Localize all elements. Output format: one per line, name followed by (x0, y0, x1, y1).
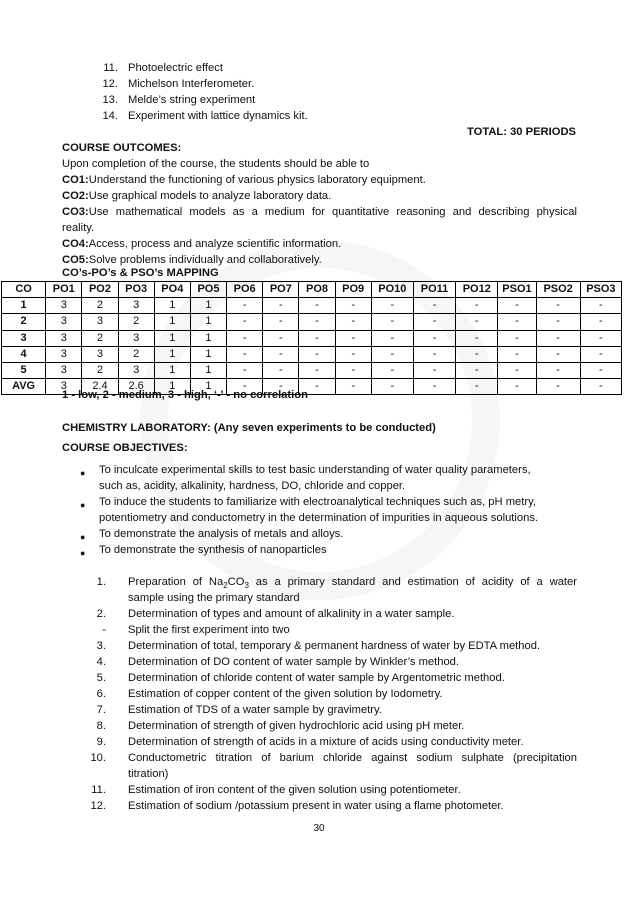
table-header-cell: PO1 (46, 282, 82, 298)
experiment-number: 11. (91, 784, 106, 796)
outcome-text: Use graphical models to analyze laboratory data. (88, 190, 332, 202)
experiment-number: 8. (96, 720, 106, 732)
outcome-co4 (62, 238, 341, 250)
table-cell: - (536, 330, 580, 346)
table-cell: - (335, 346, 371, 362)
table-cell: 1 (190, 379, 226, 395)
table-cell: - (227, 330, 263, 346)
table-cell: 1 (190, 346, 226, 362)
table-cell: - (335, 298, 371, 314)
experiment-number: 10. (90, 752, 106, 764)
course-outcomes-intro: Upon completion of the course, the students should be able to (62, 158, 370, 170)
experiment-text: Estimation of sodium /potassium present in water using a flame photometer. (128, 800, 504, 812)
table-cell: 3 (118, 362, 154, 378)
table-cell: 2 (82, 362, 118, 378)
outcome-co2 (62, 190, 331, 202)
bullet-icon: ● (80, 468, 86, 478)
table-cell: - (413, 298, 455, 314)
table-cell: 3 (82, 314, 118, 330)
table-header-cell: PO2 (82, 282, 118, 298)
table-cell: - (263, 330, 299, 346)
table-cell: - (580, 314, 621, 330)
table-header-row (2, 282, 622, 298)
objective-line: such as, acidity, alkalinity, hardness, DO, chloride and copper. (99, 480, 406, 492)
table-cell: 2 (118, 314, 154, 330)
table-cell: - (498, 379, 536, 395)
outcome-text: Use mathematical models as a medium for quantitative reasoning and describing physical (88, 206, 577, 218)
table-cell: 3 (46, 362, 82, 378)
table-cell: - (498, 330, 536, 346)
table-cell: - (263, 298, 299, 314)
experiment-number: 6. (96, 688, 106, 700)
table-row (2, 298, 622, 314)
table-cell: - (580, 346, 621, 362)
table-cell: - (299, 330, 335, 346)
table-row (2, 330, 622, 346)
experiment-text: Split the first experiment into two (128, 624, 290, 636)
outcome-code: CO5: (62, 254, 89, 266)
table-cell: - (263, 362, 299, 378)
table-cell: - (413, 379, 455, 395)
table-cell: 1 (154, 379, 190, 395)
mapping-legend: 1 - low, 2 - medium, 3 - high, ‘-' - no correlation (62, 389, 308, 401)
experiment-text-part: as a primary standard and estimation of acidity of a water (248, 576, 577, 588)
outcome-co1 (62, 174, 426, 186)
list-number: 12. (102, 78, 118, 90)
experiment-text: Determination of total, temporary & permanent hardness of water by EDTA method. (128, 640, 541, 652)
list-item: Photoelectric effect (128, 62, 223, 74)
table-cell: - (413, 346, 455, 362)
row-label-cell: 5 (2, 362, 46, 378)
table-cell: 1 (154, 346, 190, 362)
table-cell: - (580, 298, 621, 314)
table-cell: - (299, 346, 335, 362)
outcome-co3 (62, 206, 577, 218)
experiment-number: 3. (96, 640, 106, 652)
table-cell: 3 (118, 298, 154, 314)
table-row (2, 346, 622, 362)
table-cell: - (456, 330, 498, 346)
table-cell: 1 (154, 298, 190, 314)
experiment-text: Estimation of iron content of the given solution using potentiometer. (128, 784, 461, 796)
table-cell: 2.6 (118, 379, 154, 395)
table-header-cell: PO3 (118, 282, 154, 298)
experiment-text: Conductometric titration of barium chloride against sodium sulphate (precipitation (128, 752, 577, 764)
objective-line: To demonstrate the synthesis of nanoparticles (99, 544, 327, 556)
table-cell: - (456, 298, 498, 314)
table-header-cell: PSO2 (536, 282, 580, 298)
bullet-icon: ● (80, 532, 86, 542)
table-cell: 1 (190, 298, 226, 314)
table-cell: - (371, 346, 413, 362)
row-label-cell: 4 (2, 346, 46, 362)
table-cell: 1 (154, 330, 190, 346)
table-cell: - (263, 314, 299, 330)
table-cell: 3 (82, 346, 118, 362)
row-label-cell: 1 (2, 298, 46, 314)
list-item: Melde’s string experiment (128, 94, 256, 106)
outcome-co3-continued: reality. (62, 222, 95, 234)
bullet-icon: ● (80, 500, 86, 510)
table-cell: - (580, 330, 621, 346)
table-cell: 2 (82, 330, 118, 346)
table-cell: - (335, 362, 371, 378)
table-cell: - (371, 379, 413, 395)
table-cell: - (413, 330, 455, 346)
outcome-code: CO1: (62, 174, 89, 186)
table-cell: 1 (190, 330, 226, 346)
table-header-cell: PO10 (371, 282, 413, 298)
outcome-text: Solve problems individually and collaboratively. (88, 254, 322, 266)
subscript: 3 (244, 581, 249, 591)
experiment-text: Determination of strength of acids in a mixture of acids using conductivity meter. (128, 736, 524, 748)
course-objectives-heading: COURSE OBJECTIVES: (62, 442, 188, 454)
table-header-cell: PO8 (299, 282, 335, 298)
table-cell: - (413, 314, 455, 330)
table-body (2, 298, 622, 395)
table-cell: 1 (190, 314, 226, 330)
table-cell: 3 (46, 346, 82, 362)
table-cell: 3 (46, 330, 82, 346)
table-cell: - (498, 298, 536, 314)
outcome-code: CO3: (62, 206, 89, 218)
table-cell: - (371, 314, 413, 330)
table-cell: 2 (82, 298, 118, 314)
table-header-cell: PO9 (335, 282, 371, 298)
table-cell: 2.4 (82, 379, 118, 395)
experiment-text-part: Preparation of Na (128, 576, 224, 588)
table-cell: - (536, 379, 580, 395)
table-cell: - (371, 362, 413, 378)
experiment-number: 4. (96, 656, 106, 668)
row-label-cell: 3 (2, 330, 46, 346)
objective-line: To inculcate experimental skills to test basic understanding of water quality parameters, (99, 464, 531, 476)
experiment-text-part: CO (227, 576, 245, 588)
table-cell: - (335, 330, 371, 346)
table-cell: - (580, 362, 621, 378)
table-cell: - (413, 362, 455, 378)
table-header-cell: PO4 (154, 282, 190, 298)
list-number: 11. (103, 62, 118, 74)
table-cell: - (580, 379, 621, 395)
table-row (2, 362, 622, 378)
table-cell: 3 (46, 314, 82, 330)
table-cell: - (536, 314, 580, 330)
table-cell: - (498, 314, 536, 330)
experiment-number: 12. (90, 800, 106, 812)
table-header-cell: PO6 (227, 282, 263, 298)
page-number: 30 (313, 823, 325, 834)
bullet-icon: ● (80, 548, 86, 558)
outcome-code: CO2: (62, 190, 89, 202)
experiment-number: - (102, 624, 106, 636)
outcome-text: Access, process and analyze scientific information. (88, 238, 342, 250)
table-cell: - (299, 362, 335, 378)
chemistry-lab-heading: CHEMISTRY LABORATORY: (Any seven experiments to be conducted) (62, 422, 436, 434)
table-cell: 3 (46, 298, 82, 314)
table-header-cell: PO7 (263, 282, 299, 298)
experiment-number: 5. (96, 672, 106, 684)
table-header-cell: PSO1 (498, 282, 536, 298)
outcome-co5 (62, 254, 322, 266)
table-header-cell: CO (2, 282, 46, 298)
table-cell: - (335, 314, 371, 330)
list-number: 13. (102, 94, 118, 106)
objective-line: potentiometry and conductometry in the determination of impurities in aqueous solutions. (99, 512, 539, 524)
table-cell: - (371, 330, 413, 346)
objective-line: To induce the students to familiarize with electroanalytical techniques such as, pH metry, (99, 496, 536, 508)
table-cell: 1 (154, 362, 190, 378)
table-cell: - (227, 314, 263, 330)
table-cell: - (263, 346, 299, 362)
table-cell: - (227, 298, 263, 314)
table-cell: 3 (118, 330, 154, 346)
subscript: 2 (223, 581, 228, 591)
table-cell: - (456, 314, 498, 330)
row-label-cell: AVG (2, 379, 46, 395)
experiment-number: 7. (96, 704, 106, 716)
outcome-code: CO4: (62, 238, 89, 250)
experiment-text: Determination of strength of given hydrochloric acid using pH meter. (128, 720, 465, 732)
table-cell: 1 (154, 314, 190, 330)
table-cell: - (536, 346, 580, 362)
table-cell: - (299, 298, 335, 314)
table-cell: - (536, 362, 580, 378)
table-header-cell: PO11 (413, 282, 455, 298)
table-cell: - (536, 298, 580, 314)
table-header-cell: PSO3 (580, 282, 621, 298)
experiment-text: Determination of DO content of water sample by Winkler’s method. (128, 656, 460, 668)
table-cell: - (227, 362, 263, 378)
table-cell: - (299, 314, 335, 330)
table-cell: - (335, 379, 371, 395)
list-item: Michelson Interferometer. (128, 78, 255, 90)
experiment-number: 2. (96, 608, 106, 620)
table-header-cell: PO12 (456, 282, 498, 298)
experiment-number: 9. (96, 736, 106, 748)
course-outcomes-heading: COURSE OUTCOMES: (62, 142, 182, 154)
table-cell: - (227, 346, 263, 362)
table-cell: - (456, 379, 498, 395)
experiment-text: Determination of types and amount of alkalinity in a water sample. (128, 608, 455, 620)
table-cell: 3 (46, 379, 82, 395)
co-po-mapping-table (1, 281, 622, 395)
objective-line: To demonstrate the analysis of metals and alloys. (99, 528, 344, 540)
experiment-text: Determination of chloride content of water sample by Argentometric method. (128, 672, 505, 684)
list-item: Experiment with lattice dynamics kit. (128, 110, 308, 122)
table-cell: - (299, 379, 335, 395)
table-row (2, 314, 622, 330)
row-label-cell: 2 (2, 314, 46, 330)
table-cell: - (498, 346, 536, 362)
experiment-text: Estimation of copper content of the given solution by Iodometry. (128, 688, 443, 700)
experiment-text: titration) (128, 768, 169, 780)
table-header-cell: PO5 (190, 282, 226, 298)
experiment-number: 1. (96, 576, 106, 588)
list-number: 14. (102, 110, 118, 122)
experiment-text: sample using the primary standard (128, 592, 300, 604)
table-cell: - (456, 346, 498, 362)
table-cell: - (498, 362, 536, 378)
table-cell: - (227, 379, 263, 395)
table-cell: - (371, 298, 413, 314)
table-cell: - (263, 379, 299, 395)
table-cell: 2 (118, 346, 154, 362)
total-periods: TOTAL: 30 PERIODS (467, 126, 576, 138)
outcome-text: Understand the functioning of various physics laboratory equipment. (88, 174, 426, 186)
experiment-text: Estimation of TDS of a water sample by gravimetry. (128, 704, 382, 716)
table-cell: - (456, 362, 498, 378)
experiment-text (128, 576, 577, 590)
mapping-title: CO’s-PO’s & PSO’s MAPPING (62, 267, 219, 279)
table-cell: 1 (190, 362, 226, 378)
